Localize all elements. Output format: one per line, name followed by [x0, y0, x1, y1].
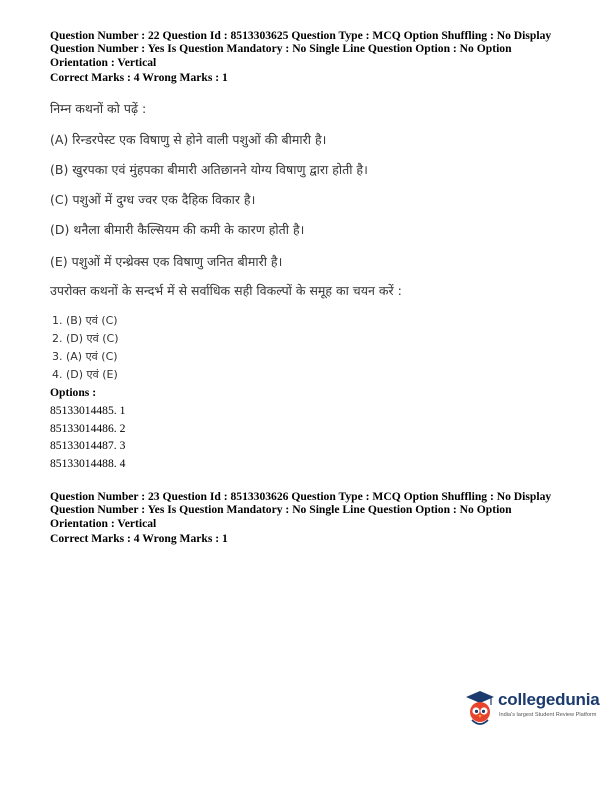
- header-line: Question Number : Yes Is Question Mandatory : No Single Line Question Option : No Option: [50, 42, 512, 56]
- question-instruction: उपरोक्त कथनों के सन्दर्भ में से सर्वाधिक सही विकल्पों के समूह का चयन करें :: [50, 283, 402, 298]
- option-id-item: 85133014486. 2: [50, 421, 126, 435]
- option-id-item: 85133014488. 4: [50, 456, 126, 470]
- choice-item: 4. (D) एवं (E): [52, 368, 118, 381]
- question-22-body: [50, 100, 570, 300]
- choice-item: 2. (D) एवं (C): [52, 332, 119, 345]
- statement-a: (A) रिन्डरपेस्ट एक विषाणु से होने वाली पशुओं की बीमारी है।: [50, 132, 327, 147]
- marks-line: Correct Marks : 4 Wrong Marks : 1: [50, 532, 228, 546]
- collegedunia-logo: [462, 688, 602, 730]
- choice-item: 3. (A) एवं (C): [52, 350, 118, 363]
- option-id-list: [50, 402, 125, 472]
- question-23-header: [50, 490, 580, 546]
- answer-choices: [52, 312, 119, 384]
- marks-line: Correct Marks : 4 Wrong Marks : 1: [50, 71, 228, 85]
- choice-item: 1. (B) एवं (C): [52, 314, 118, 327]
- statement-e: (E) पशुओं में एन्थ्रेक्स एक विषाणु जनित बीमारी है।: [50, 254, 283, 269]
- brand-name: collegedunia: [498, 690, 600, 709]
- brand-tagline: India's largest Student Review Platform: [499, 712, 597, 718]
- header-line: Orientation : Vertical: [50, 55, 157, 69]
- question-22-header: [50, 29, 580, 85]
- options-heading: Options :: [50, 386, 97, 399]
- statement-d: (D) थनैला बीमारी कैल्सियम की कमी के कारण होती है।: [50, 222, 305, 237]
- statement-c: (C) पशुओं में दुग्ध ज्वर एक दैहिक विकार है।: [50, 192, 256, 207]
- option-id-item: 85133014485. 1: [50, 404, 126, 417]
- header-line: Question Number : Yes Is Question Mandatory : No Single Line Question Option : No Option: [50, 503, 512, 517]
- option-id-item: 85133014487. 3: [50, 439, 126, 453]
- header-line: Orientation : Vertical: [50, 516, 157, 530]
- statement-b: (B) खुरपका एवं मुंहपका बीमारी अतिछानने योग्य विषाणु द्वारा होती है।: [50, 162, 368, 177]
- question-prompt: निम्न कथनों को पढ़ें :: [50, 101, 147, 116]
- header-line: Question Number : 22 Question Id : 8513303625 Question Type : MCQ Option Shuffling : No Display: [50, 29, 552, 42]
- graduate-owl-icon: [462, 688, 498, 730]
- header-line: Question Number : 23 Question Id : 8513303626 Question Type : MCQ Option Shuffling : No Display: [50, 490, 552, 503]
